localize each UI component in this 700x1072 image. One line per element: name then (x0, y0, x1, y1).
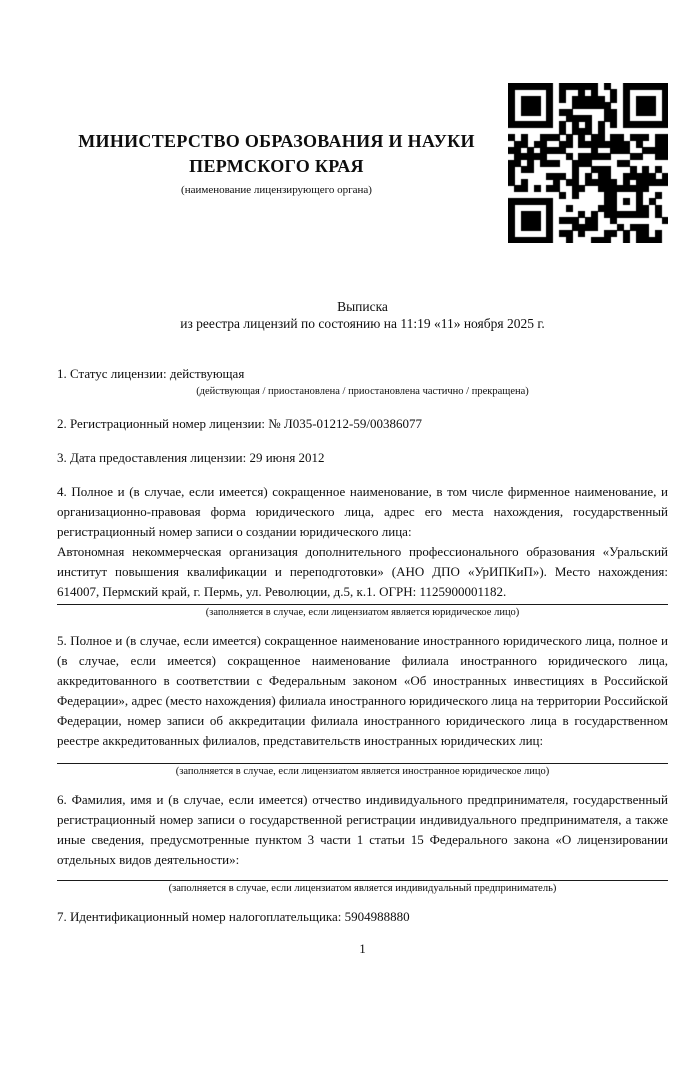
field-6-label: 6. Фамилия, имя и (в случае, если имеется) отчество индивидуального предпринимателя, государственный регистрационный номер записи о государственной регистрации индивидуального предпринимателя, а также иные сведения, предусмотренные пунктом 3 части 1 статьи 15 Федерального закона «О лицензировании отдельных видов деятельности»: (57, 792, 668, 867)
field-5-foreign-entity (57, 631, 668, 780)
field-4-label: 4. Полное и (в случае, если имеется) сокращенное наименование, в том числе фирменное наименование, и организационно-правовая форма юридического лица, адрес его места нахождения, государственный регистрационный номер записи о создании юридического лица: (57, 484, 668, 539)
ministry-name-line2: ПЕРМСКОГО КРАЯ (189, 156, 364, 176)
document-title-line2: из реестра лицензий по состоянию на 11:19 «11» ноября 2025 г. (180, 316, 545, 331)
ministry-name-line1: МИНИСТЕРСТВО ОБРАЗОВАНИЯ И НАУКИ (78, 131, 475, 151)
document-title (57, 298, 668, 332)
field-7-text: 7. Идентификационный номер налогоплательщика: 5904988880 (57, 909, 410, 924)
document-header (57, 83, 668, 243)
fields-list (57, 364, 668, 927)
field-6-individual-entrepreneur (57, 790, 668, 897)
ministry-caption: (наименование лицензирующего органа) (181, 184, 372, 196)
licensing-authority-block (57, 129, 508, 197)
document-page (0, 83, 700, 1072)
field-2-registration-number (57, 414, 668, 434)
page-number: 1 (359, 941, 366, 956)
field-7-taxpayer-number (57, 907, 668, 927)
field-3-license-date (57, 448, 668, 468)
field-2-text: 2. Регистрационный номер лицензии: № Л035-01212-59/00386077 (57, 416, 423, 431)
document-title-line1: Выписка (337, 299, 388, 314)
field-4-caption: (заполняется в случае, если лицензиатом является юридическое лицо) (205, 607, 520, 618)
field-3-text: 3. Дата предоставления лицензии: 29 июня 2012 (57, 450, 325, 465)
field-5-caption: (заполняется в случае, если лицензиатом является иностранное юридическое лицо) (175, 766, 550, 777)
field-4-legal-entity (57, 482, 668, 621)
field-1-caption: (действующая / приостановлена / приостановлена частично / прекращена) (196, 386, 529, 397)
field-1-license-status (57, 364, 668, 400)
qr-code (508, 83, 668, 243)
field-4-value: Автономная некоммерческая организация дополнительного профессионального образования «Уральский институт повышения квалификации и переподготовки» (АНО ДПО «УрИПКиП»). Место нахождения: 614007, Пермский край, г. Пермь, ул. Революции, д.5, к.1. ОГРН: 1125900001182. (57, 544, 668, 599)
qr-code-container (508, 83, 668, 243)
field-6-caption: (заполняется в случае, если лицензиатом является индивидуальный предприниматель) (168, 883, 557, 894)
field-5-label: 5. Полное и (в случае, если имеется) сокращенное наименование иностранного юридического лица, полное и (в случае, если имеется) сокращенное наименование филиала иностранного юридического лица, аккредитованного в соответствии с Федеральным законом «Об иностранных инвестициях в Российской Федерации», адрес (место нахождения) филиала иностранного юридического лица на территории Российской Федерации, номер записи об аккредитации филиала иностранного юридического лица в государственном реестре аккредитованных филиалов, представительств иностранных юридических лиц: (57, 633, 668, 748)
field-1-text: 1. Статус лицензии: действующая (57, 366, 245, 381)
